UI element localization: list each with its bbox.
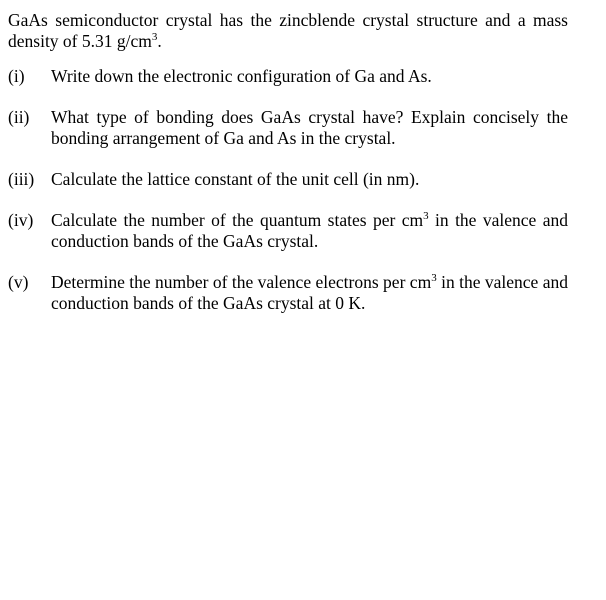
intro-period: . xyxy=(157,31,162,51)
question-ii xyxy=(8,107,568,149)
question-number: (iv) xyxy=(8,210,34,230)
question-number: (v) xyxy=(8,272,29,292)
question-text-post: in the valence and conduction bands of the GaAs crystal. xyxy=(51,210,568,251)
question-text xyxy=(51,210,568,252)
question-text: Write down the electronic configuration of Ga and As. xyxy=(51,66,432,86)
intro-line-2: density of 5.31 g/cm xyxy=(8,31,152,51)
question-number: (iii) xyxy=(8,169,35,189)
intro-line-1: GaAs semiconductor crystal has the zincblende crystal structure and a mass xyxy=(8,10,568,30)
question-iii xyxy=(8,169,568,190)
question-number: (i) xyxy=(8,66,25,86)
superscript-3: 3 xyxy=(431,272,437,285)
question-text-pre: Calculate the number of the quantum states per cm xyxy=(51,210,424,230)
question-number: (ii) xyxy=(8,107,30,127)
question-i xyxy=(8,66,568,87)
question-v xyxy=(8,272,568,314)
question-text: Calculate the lattice constant of the unit cell (in nm). xyxy=(51,169,420,189)
superscript-3: 3 xyxy=(151,31,158,44)
question-text-pre: Determine the number of the valence electrons per cm xyxy=(51,272,432,292)
question-text: What type of bonding does GaAs crystal have? Explain concisely the bonding arrangement of Ga and As in the crystal. xyxy=(51,107,568,148)
question-iv xyxy=(8,210,568,252)
superscript-3: 3 xyxy=(423,210,429,223)
question-text-post: in the valence and conduction bands of the GaAs crystal at 0 K. xyxy=(51,272,568,313)
question-text xyxy=(51,272,568,314)
problem-document xyxy=(8,10,568,334)
intro-paragraph xyxy=(8,10,568,52)
